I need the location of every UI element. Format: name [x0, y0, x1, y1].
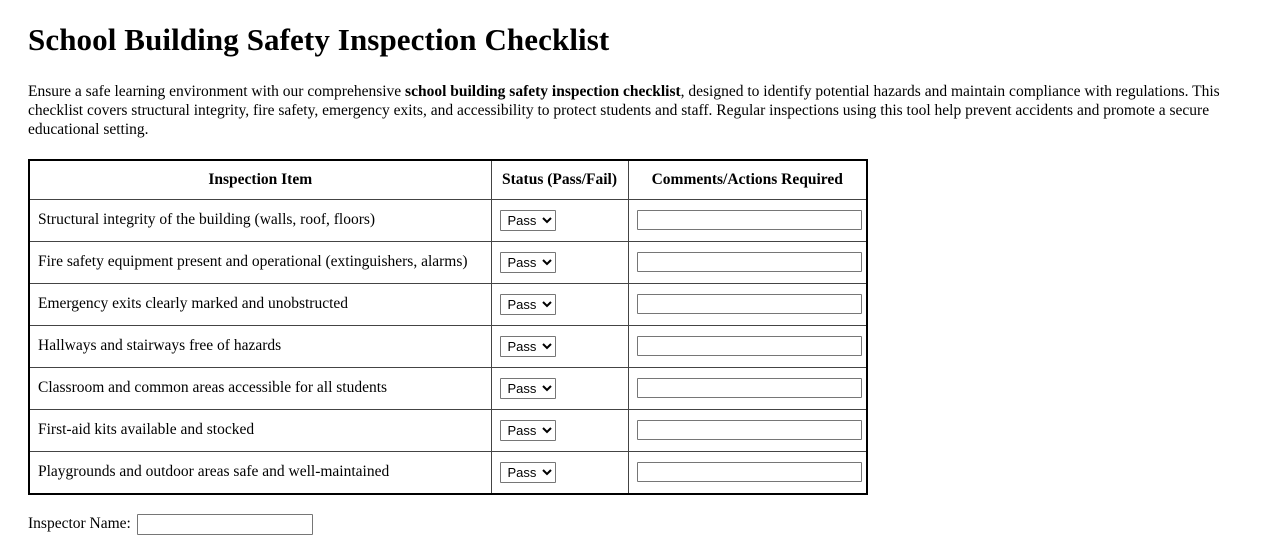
- status-cell: [491, 409, 628, 451]
- status-select[interactable]: [500, 420, 556, 441]
- table-row: [29, 325, 867, 367]
- page-title: School Building Safety Inspection Checklist: [28, 22, 610, 57]
- table-row: [29, 451, 867, 494]
- intro-text-after: , designed to identify potential hazards and maintain compliance with regulations. This checklist covers structural integrity, fire safety, emergency exits, and accessibility to protect students and staff. Regular inspections using this tool help prevent accidents and promote a secure educational setting.: [28, 82, 1220, 138]
- comments-cell: [628, 451, 867, 494]
- status-select[interactable]: [500, 462, 556, 483]
- inspection-item-label: Structural integrity of the building (walls, roof, floors): [29, 199, 491, 241]
- comments-cell: [628, 283, 867, 325]
- inspection-item-label: Playgrounds and outdoor areas safe and well-maintained: [29, 451, 491, 494]
- comments-input[interactable]: [637, 462, 862, 482]
- status-cell: [491, 367, 628, 409]
- comments-cell: [628, 367, 867, 409]
- inspector-name-field: [28, 514, 1250, 535]
- table-body: [29, 199, 867, 494]
- status-select[interactable]: [500, 336, 556, 357]
- table-header-row: [29, 160, 867, 200]
- comments-input[interactable]: [637, 420, 862, 440]
- table-row: [29, 283, 867, 325]
- comments-cell: [628, 199, 867, 241]
- comments-cell: [628, 325, 867, 367]
- status-cell: [491, 283, 628, 325]
- inspection-item-label: Hallways and stairways free of hazards: [29, 325, 491, 367]
- table-row: [29, 199, 867, 241]
- table-row: [29, 367, 867, 409]
- status-select[interactable]: [500, 294, 556, 315]
- intro-text-bold: school building safety inspection checklist: [405, 82, 681, 100]
- intro-paragraph: [28, 82, 1240, 139]
- comments-input[interactable]: [637, 252, 862, 272]
- inspector-name-input[interactable]: [137, 514, 313, 535]
- status-cell: [491, 199, 628, 241]
- inspection-checklist-table: [28, 159, 868, 495]
- status-cell: [491, 325, 628, 367]
- column-header-comments: Comments/Actions Required: [628, 160, 867, 200]
- comments-input[interactable]: [637, 378, 862, 398]
- comments-cell: [628, 241, 867, 283]
- table-row: [29, 409, 867, 451]
- intro-text-before: Ensure a safe learning environment with our comprehensive: [28, 82, 406, 100]
- status-select[interactable]: [500, 378, 556, 399]
- comments-input[interactable]: [637, 294, 862, 314]
- column-header-inspection-item: Inspection Item: [29, 160, 491, 200]
- table-row: [29, 241, 867, 283]
- status-select[interactable]: [500, 210, 556, 231]
- status-cell: [491, 451, 628, 494]
- inspector-name-label: Inspector Name:: [28, 515, 131, 533]
- inspection-item-label: Classroom and common areas accessible for all students: [29, 367, 491, 409]
- inspection-item-label: Fire safety equipment present and operational (extinguishers, alarms): [29, 241, 491, 283]
- status-cell: [491, 241, 628, 283]
- inspection-item-label: Emergency exits clearly marked and unobstructed: [29, 283, 491, 325]
- comments-input[interactable]: [637, 210, 862, 230]
- status-select[interactable]: [500, 252, 556, 273]
- comments-input[interactable]: [637, 336, 862, 356]
- comments-cell: [628, 409, 867, 451]
- column-header-status: Status (Pass/Fail): [491, 160, 628, 200]
- table-head: [29, 160, 867, 200]
- inspection-item-label: First-aid kits available and stocked: [29, 409, 491, 451]
